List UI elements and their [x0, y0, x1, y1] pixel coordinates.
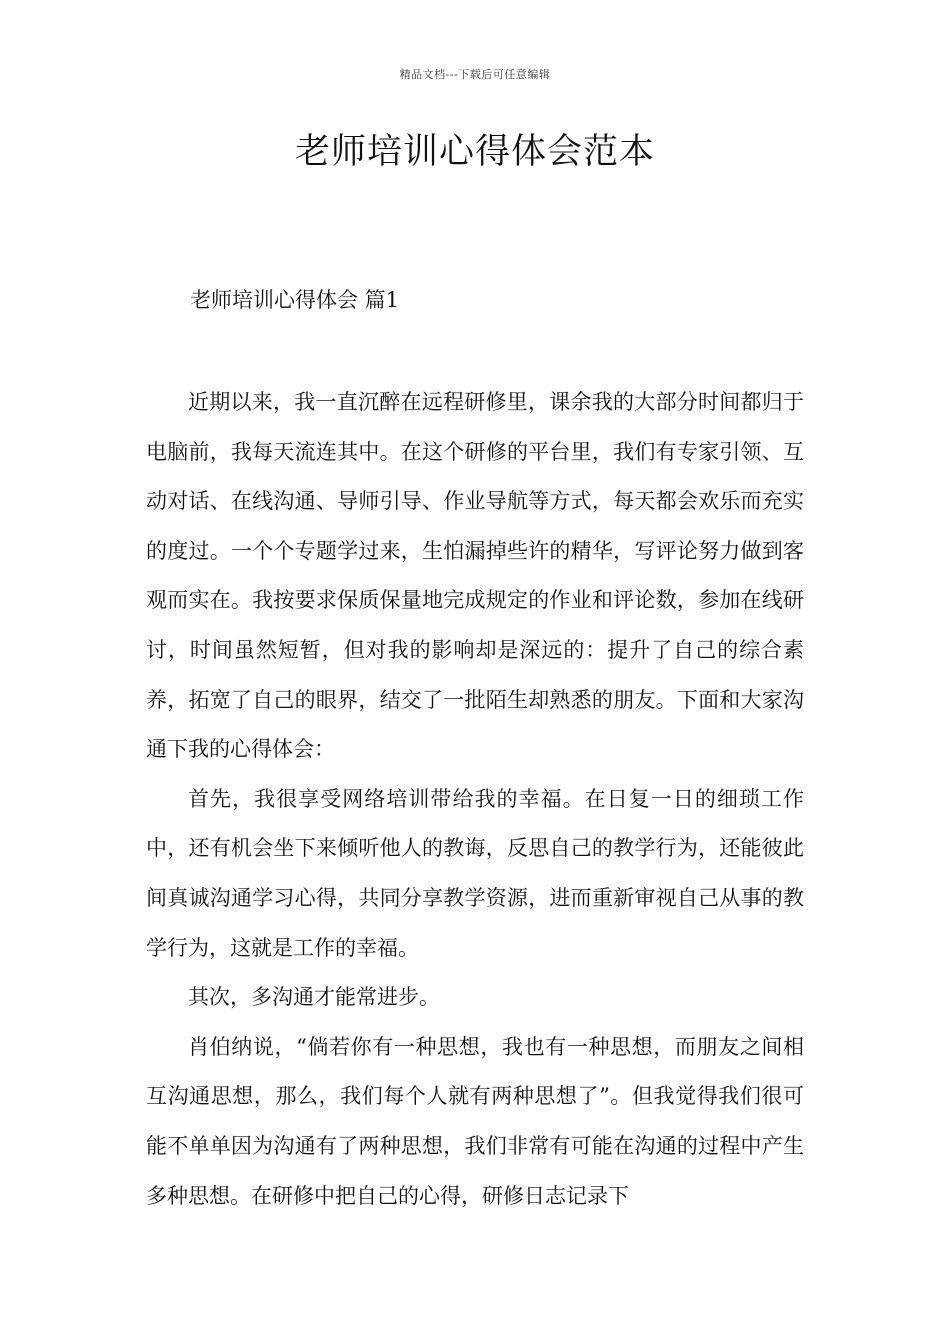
paragraph: 首先，我很享受网络培训带给我的幸福。在日复一日的细琐工作中，还有机会坐下来倾听他人的教诲，反思自己的教学行为，还能彼此间真诚沟通学习心得，共同分享教学资源，进而重新审视自己从事的教学行为，这就是工作的幸福。	[146, 786, 804, 960]
document-body	[146, 378, 804, 1221]
paragraph: 肖伯纳说，“倘若你有一种思想，我也有一种思想，而朋友之间相互沟通思想，那么，我们每个人就有两种思想了”。但我觉得我们很可能不单单因为沟通有了两种思想，我们非常有可能在沟通的过程中产生多种思想。在研修中把自己的心得，研修日志记录下	[146, 1034, 804, 1208]
paragraph: 近期以来，我一直沉醉在远程研修里，课余我的大部分时间都归于电脑前，我每天流连其中。在这个研修的平台里，我们有专家引领、互动对话、在线沟通、导师引导、作业导航等方式，每天都会欢乐而充实的度过。一个个专题学过来，生怕漏掉些许的精华，写评论努力做到客观而实在。我按要求保质保量地完成规定的作业和评论数，参加在线研讨，时间虽然短暂，但对我的影响却是深远的：提升了自己的综合素养，拓宽了自己的眼界，结交了一批陌生却熟悉的朋友。下面和大家沟通下我的心得体会：	[146, 390, 804, 762]
paragraph: 其次，多沟通才能常进步。	[188, 985, 440, 1010]
section-heading: 老师培训心得体会 篇1	[190, 288, 400, 312]
document-title: 老师培训心得体会范本	[294, 132, 655, 172]
header-note: 精品文档---下载后可任意编辑	[399, 68, 551, 81]
